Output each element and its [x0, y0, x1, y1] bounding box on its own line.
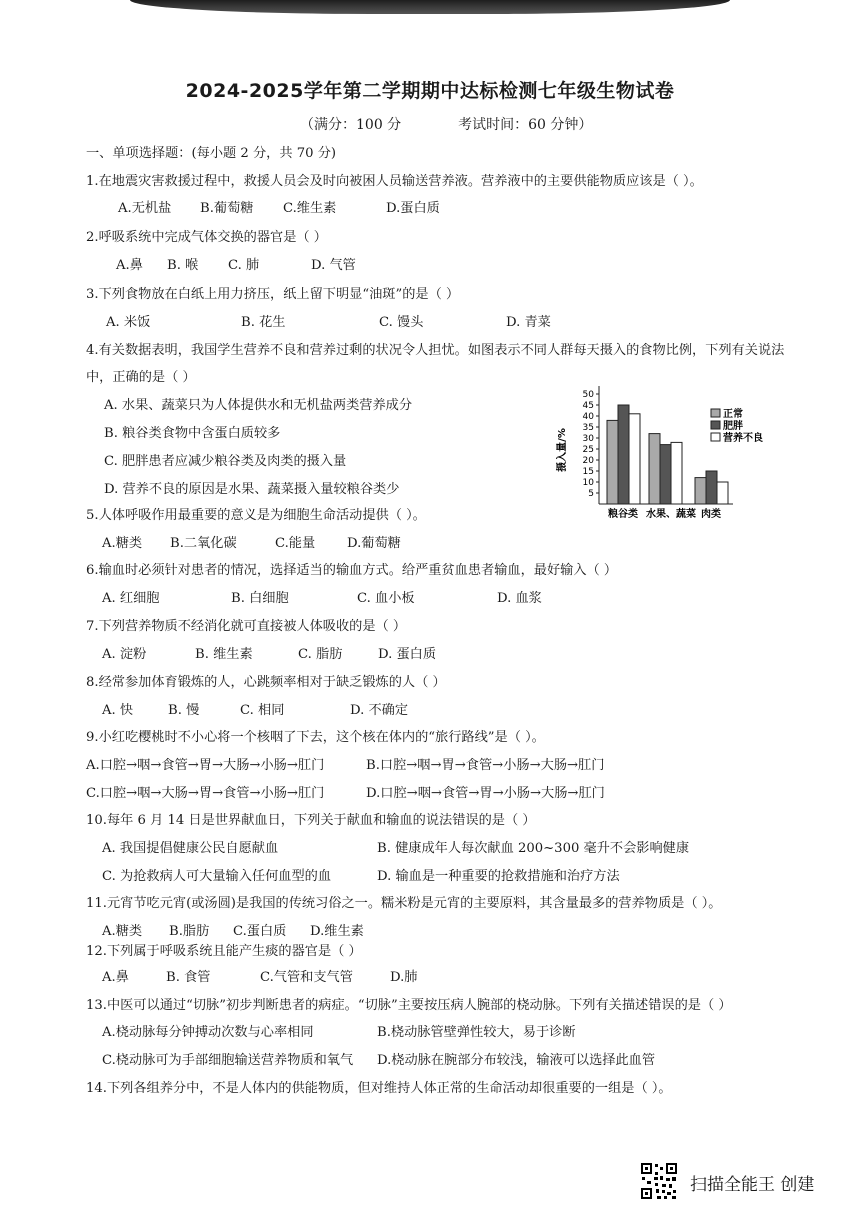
bar	[671, 442, 682, 504]
option: C.维生素	[283, 201, 337, 216]
question-stem: 10.每年 6 月 14 日是世界献血日，下列关于献血和输血的说法错误的是（ ）	[86, 813, 536, 828]
option: A. 米饭	[106, 315, 151, 330]
option: A.鼻	[116, 258, 143, 273]
option: C.口腔→咽→大肠→胃→食管→小肠→肛门	[86, 786, 325, 801]
bar	[649, 434, 660, 504]
x-tick-label: 肉类	[701, 509, 721, 520]
option: A.糖类	[102, 924, 143, 939]
option: C. 相同	[240, 703, 285, 718]
y-tick-label: 10	[582, 478, 594, 488]
question-stem-cont: 中，正确的是（ ）	[86, 370, 196, 385]
scanner-brand-text: 扫描全能王 创建	[690, 1175, 815, 1195]
question-stem: 1.在地震灾害救援过程中，救援人员会及时向被困人员输送营养液。营养液中的主要供能物质应该是（ ）。	[86, 174, 703, 189]
y-tick-label: 20	[582, 456, 594, 466]
legend-swatch	[711, 433, 720, 441]
y-tick-label: 15	[582, 467, 594, 477]
bar	[706, 471, 717, 504]
option: C. 血小板	[357, 591, 415, 606]
option: C.桡动脉可为手部细胞输送营养物质和氧气	[102, 1053, 354, 1068]
y-tick-label: 35	[582, 423, 594, 433]
food-intake-bar-chart	[553, 380, 813, 520]
option: A.糖类	[102, 536, 143, 551]
qr-code-icon	[640, 1162, 678, 1200]
question-stem: 4.有关数据表明，我国学生营养不良和营养过剩的状况令人担忧。如图表示不同人群每天摄入的食物比例，下列有关说法	[86, 343, 785, 358]
option: C. 脂肪	[298, 647, 343, 662]
option: B.葡萄糖	[200, 201, 254, 216]
y-axis-label: 摄入量/%	[557, 428, 568, 472]
option: B. 喉	[167, 258, 199, 273]
option: B.口腔→咽→胃→食管→小肠→大肠→肛门	[366, 758, 605, 773]
question-stem: 9.小红吃樱桃时不小心将一个核咽了下去，这个核在体内的“旅行路线”是（ ）。	[86, 730, 545, 745]
option: A.鼻	[102, 970, 129, 985]
legend-label: 营养不良	[723, 433, 763, 444]
option: B. 粮谷类食物中含蛋白质较多	[104, 426, 281, 441]
option: C.能量	[275, 536, 316, 551]
question-stem: 5.人体呼吸作用最重要的意义是为细胞生命活动提供（ ）。	[86, 508, 426, 523]
y-tick-label: 25	[582, 445, 594, 455]
option: D.葡萄糖	[347, 536, 401, 551]
bar	[607, 420, 618, 504]
question-stem: 6.输血时必须针对患者的情况，选择适当的输血方式。给严重贫血患者输血，最好输入（ ）	[86, 563, 618, 578]
question-stem: 2.呼吸系统中完成气体交换的器官是（ ）	[86, 230, 327, 245]
exam-time: 考试时间：60 分钟）	[458, 117, 593, 133]
option: B.脂肪	[169, 924, 210, 939]
question-stem: 11.元宵节吃元宵(或汤圆)是我国的传统习俗之一。糯米粉是元宵的主要原料，其含量最多的营养物质是（ ）。	[86, 896, 722, 911]
option: A.无机盐	[118, 201, 172, 216]
option: A. 水果、蔬菜只为人体提供水和无机盐两类营养成分	[104, 398, 413, 413]
option: D. 营养不良的原因是水果、蔬菜摄入量较粮谷类少	[104, 482, 400, 497]
option: A. 我国提倡健康公民自愿献血	[102, 841, 279, 856]
option: B. 花生	[241, 315, 286, 330]
option: B. 健康成年人每次献血 200~300 毫升不会影响健康	[377, 841, 690, 856]
option: C.蛋白质	[233, 924, 287, 939]
option: C.气管和支气管	[260, 970, 353, 985]
option: D. 气管	[311, 258, 356, 273]
y-tick-label: 30	[582, 434, 594, 444]
legend-swatch	[711, 409, 720, 417]
option: D. 青菜	[506, 315, 551, 330]
option: D. 输血是一种重要的抢救措施和治疗方法	[377, 869, 620, 884]
option: B. 慢	[168, 703, 200, 718]
option: A. 红细胞	[102, 591, 160, 606]
legend-label: 肥胖	[723, 421, 743, 432]
option: D.维生素	[310, 924, 364, 939]
y-tick-label: 40	[582, 412, 594, 422]
option: B. 维生素	[195, 647, 253, 662]
exam-subtitle	[300, 114, 592, 134]
exam-title: 2024-2025学年第二学期期中达标检测七年级生物试卷	[185, 80, 675, 102]
x-tick-label: 粮谷类	[608, 509, 638, 520]
scanner-watermark	[640, 1160, 850, 1200]
bar	[717, 482, 728, 504]
question-stem: 3.下列食物放在白纸上用力挤压，纸上留下明显“油斑”的是（ ）	[86, 287, 460, 302]
option: A. 淀粉	[102, 647, 147, 662]
question-stem: 14.下列各组养分中，不是人体内的供能物质，但对维持人体正常的生命活动却很重要的一组是（ ）。	[86, 1081, 672, 1096]
option: D.蛋白质	[386, 201, 440, 216]
option: D.桡动脉在腕部分布较浅，输液可以选择此血管	[377, 1053, 656, 1068]
bar	[618, 405, 629, 504]
option: B. 食管	[166, 970, 211, 985]
section-heading: 一、单项选择题：(每小题 2 分，共 70 分)	[86, 146, 337, 161]
option: D.口腔→咽→食管→胃→小肠→大肠→肛门	[366, 786, 605, 801]
question-stem: 12.下列属于呼吸系统且能产生痰的器官是（ ）	[86, 944, 362, 959]
y-tick-label: 50	[582, 390, 594, 400]
option: B.桡动脉管壁弹性较大，易于诊断	[377, 1025, 576, 1040]
legend-swatch	[711, 421, 720, 429]
option: A.口腔→咽→食管→胃→大肠→小肠→肛门	[86, 758, 325, 773]
x-tick-label: 水果、蔬菜	[646, 509, 696, 520]
question-stem: 7.下列营养物质不经消化就可直接被人体吸收的是（ ）	[86, 619, 407, 634]
y-tick-label: 5	[588, 489, 594, 499]
bar	[660, 445, 671, 504]
option: C. 肺	[228, 258, 260, 273]
option: C. 肥胖患者应减少粮谷类及肉类的摄入量	[104, 454, 347, 469]
option: D. 血浆	[497, 591, 542, 606]
option: D.肺	[390, 970, 418, 985]
option: C. 馒头	[379, 315, 424, 330]
question-stem: 8.经常参加体育锻炼的人，心跳频率相对于缺乏锻炼的人（ ）	[86, 675, 446, 690]
question-stem: 13.中医可以通过“切脉”初步判断患者的病症。“切脉”主要按压病人腕部的桡动脉。下列有关描述错误的是（ ）	[86, 998, 732, 1013]
bar	[695, 478, 706, 504]
option: A.桡动脉每分钟搏动次数与心率相同	[102, 1025, 314, 1040]
option: D. 不确定	[350, 703, 409, 718]
option: D. 蛋白质	[378, 647, 437, 662]
option: B.二氧化碳	[170, 536, 237, 551]
option: C. 为抢救病人可大量输入任何血型的血	[102, 869, 332, 884]
full-score: （满分：100 分	[300, 117, 402, 133]
legend-label: 正常	[723, 409, 743, 420]
option: A. 快	[102, 703, 134, 718]
bar	[629, 414, 640, 504]
option: B. 白细胞	[231, 591, 289, 606]
y-tick-label: 45	[582, 401, 594, 411]
